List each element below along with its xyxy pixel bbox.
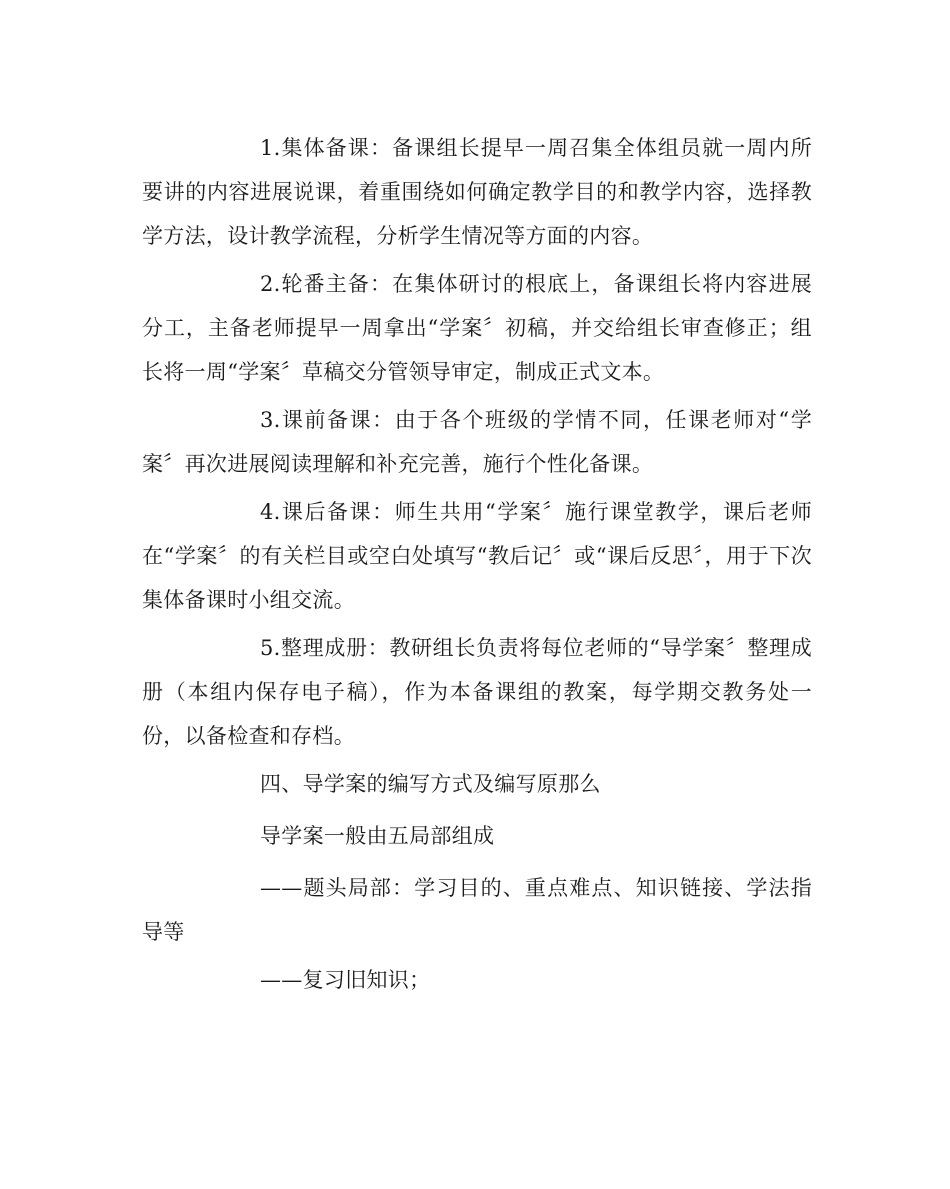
paragraph-compile-volume: 5.整理成册：教研组长负责将每位老师的“导学案〞整理成册（本组内保存电子稿），作为本备课组的教案，每学期交教务处一份，以备检查和存档。 [142,636,812,748]
list-item-header-part: ——题头局部：学习目的、重点难点、知识链接、学法指导等 [142,876,812,944]
paragraph-rotating-lead-prep: 2.轮番主备：在集体研讨的根底上，备课组长将内容进展分工，主备老师提早一周拿出“学案〞初稿，并交给组长审查修正；组长将一周“学案〞草稿交分管领导审定，制成正式文本。 [142,272,812,384]
paragraph-pre-class-prep: 3.课前备课：由于各个班级的学情不同，任课老师对“学案〞再次进展阅读理解和补充完善，施行个性化备课。 [142,408,812,476]
paragraph-collective-lesson-prep: 1.集体备课：备课组长提早一周召集全体组员就一周内所要讲的内容进展说课，着重围绕如何确定教学目的和教学内容，选择教学方法，设计教学流程，分析学生情况等方面的内容。 [142,136,812,248]
section-heading-four: 四、导学案的编写方式及编写原那么 [260,772,601,796]
document-body [142,126,812,1006]
list-item-review: ——复习旧知识； [260,968,431,992]
paragraph-five-parts: 导学案一般由五局部组成 [260,824,495,848]
paragraph-post-class-prep: 4.课后备课：师生共用“学案〞施行课堂教学，课后老师在“学案〞的有关栏目或空白处填写“教后记〞或“课后反思〞，用于下次集体备课时小组交流。 [142,500,812,612]
